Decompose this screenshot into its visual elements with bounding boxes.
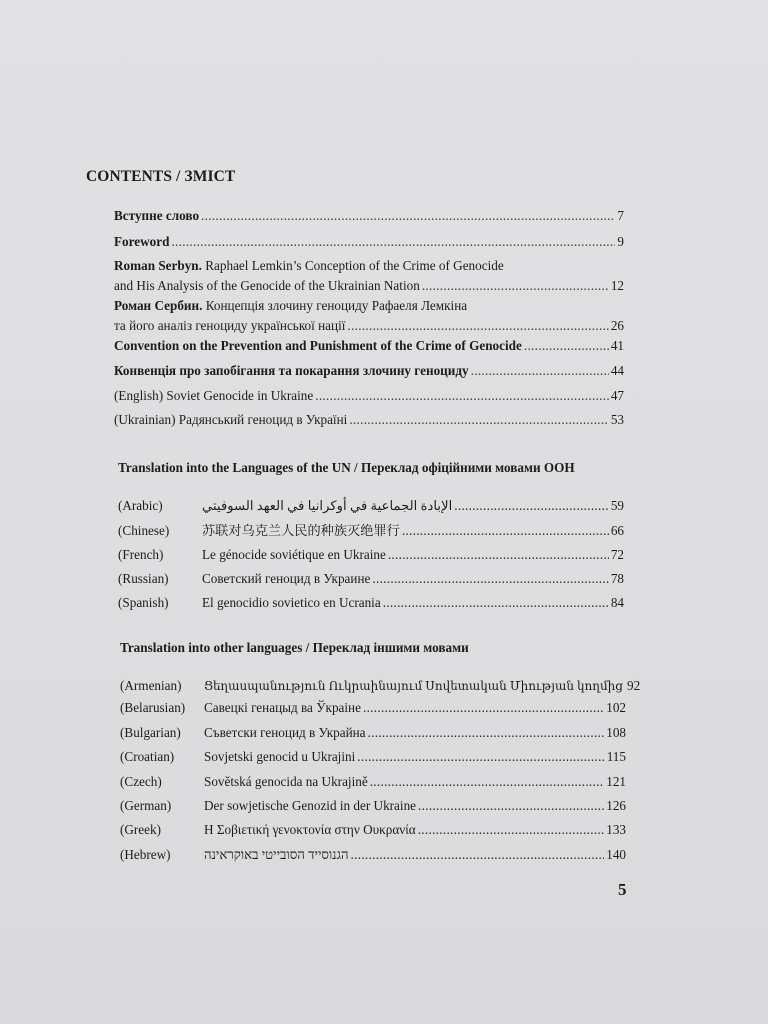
page-ref: 53	[610, 412, 624, 427]
entry-bold: Вступне слово	[114, 208, 200, 223]
leader-dots	[315, 386, 609, 406]
page-ref: 84	[610, 595, 624, 610]
entry-text: Концепція злочину геноциду Рафаеля Лемкіна	[202, 298, 468, 313]
translation-row	[120, 698, 626, 718]
translation-title: Ցեղասպանություն Ուկրաինայում Սովետական Միության կողմից	[204, 679, 624, 693]
language-label: (Belarusian)	[120, 700, 186, 715]
leader-dots	[363, 698, 604, 718]
translation-row	[120, 772, 626, 792]
leader-dots	[524, 336, 609, 356]
language-label: (Croatian)	[120, 749, 175, 764]
entry-text: and His Analysis of the Genocide of the Ukrainian Nation	[114, 278, 420, 293]
leader-dots	[368, 723, 605, 743]
leader-dots	[372, 569, 608, 589]
entry-bold: Foreword	[114, 234, 170, 249]
translation-title: Съветски геноцид в Украйна	[204, 725, 366, 740]
leader-dots	[351, 845, 605, 865]
language-label: (Greek)	[120, 822, 161, 837]
translation-row	[120, 723, 626, 743]
page-ref: 72	[610, 547, 624, 562]
contents-title: CONTENTS / ЗМІСТ	[86, 168, 236, 185]
translation-title: Sovjetski genocid u Ukrajini	[204, 749, 356, 764]
translation-title: 苏联对乌克兰人民的种族灭绝罪行	[202, 523, 400, 538]
translation-title: Советский геноцид в Украине	[202, 571, 371, 586]
language-label: (Chinese)	[118, 523, 170, 538]
page-ref: 126	[606, 798, 626, 813]
page-ref: 102	[606, 700, 626, 715]
translation-row	[118, 521, 624, 541]
translation-title: הגנוסייד הסובייטי באוקראינה	[204, 847, 349, 862]
toc-entry	[114, 296, 624, 336]
leader-dots	[418, 796, 604, 816]
toc-entry	[114, 361, 624, 381]
translation-row	[118, 593, 624, 613]
toc-entry	[114, 410, 624, 430]
entry-text: Raphael Lemkin’s Conception of the Crime of Genocide	[201, 258, 504, 273]
page-number: 5	[618, 880, 627, 899]
language-label: (Arabic)	[118, 498, 163, 513]
leader-dots	[347, 316, 608, 336]
page-ref: 26	[610, 318, 624, 333]
toc-entry	[114, 206, 624, 226]
page-ref: 78	[610, 571, 624, 586]
leader-dots	[418, 820, 605, 840]
entry-bold: Roman Serbyn.	[114, 258, 202, 273]
language-label: (French)	[118, 547, 164, 562]
leader-dots	[383, 593, 609, 613]
language-label: (Bulgarian)	[120, 725, 181, 740]
entry-text: та його аналіз геноциду української нації	[114, 318, 346, 333]
leader-dots	[422, 276, 609, 296]
leader-dots	[388, 545, 609, 565]
translation-title: Савецкі генацыд ва Ўкраіне	[204, 700, 361, 715]
translation-title: Le génocide soviétique en Ukraine	[202, 547, 386, 562]
page-ref: 7	[617, 208, 624, 223]
language-label: (Spanish)	[118, 595, 169, 610]
leader-dots	[357, 747, 604, 767]
translation-row	[120, 820, 626, 840]
leader-dots	[471, 361, 609, 381]
translation-title: Η Σοβιετική γενοκτονία στην Ουκρανία	[204, 822, 416, 837]
entry-bold: Роман Сербин.	[114, 298, 203, 313]
page-ref: 66	[610, 523, 624, 538]
page-ref: 140	[606, 847, 626, 862]
entry-bold: Convention on the Prevention and Punishment of the Crime of Genocide	[114, 338, 522, 353]
toc-entry	[114, 232, 624, 252]
leader-dots	[171, 232, 615, 252]
translation-row	[120, 676, 641, 696]
page-ref: 47	[610, 388, 624, 403]
page-ref: 41	[610, 338, 624, 353]
translation-title: El genocidio sovietico en Ucrania	[202, 595, 381, 610]
leader-dots	[454, 496, 609, 516]
translation-row	[118, 496, 624, 516]
language-label: (Hebrew)	[120, 847, 171, 862]
entry-text: (English) Soviet Genocide in Ukraine	[114, 388, 314, 403]
page-ref: 44	[610, 363, 624, 378]
leader-dots	[349, 410, 608, 430]
language-label: (Armenian)	[120, 678, 182, 693]
translation-title: Der sowjetische Genozid in der Ukraine	[204, 798, 417, 813]
un-languages-heading: Translation into the Languages of the UN / Переклад офіційними мовами ООН	[118, 460, 575, 475]
page-ref: 92	[627, 678, 641, 693]
toc-entry	[114, 336, 624, 356]
language-label: (Russian)	[118, 571, 169, 586]
leader-dots	[201, 206, 615, 226]
other-languages-heading: Translation into other languages / Переклад іншими мовами	[120, 640, 469, 655]
translation-row	[120, 796, 626, 816]
translation-title: Sovětská genocida na Ukrajině	[204, 774, 368, 789]
language-label: (Czech)	[120, 774, 162, 789]
language-label: (German)	[120, 798, 172, 813]
page-ref: 59	[610, 498, 624, 513]
page-ref: 121	[606, 774, 626, 789]
leader-dots	[370, 772, 605, 792]
translation-row	[120, 845, 626, 865]
translation-row	[118, 545, 624, 565]
page-ref: 108	[606, 725, 626, 740]
translation-row	[118, 569, 624, 589]
translation-title: الإبادة الجماعية في أوكرانيا في العهد السوفيتي	[202, 498, 453, 513]
entry-text: (Ukrainian) Радянський геноцид в Україні	[114, 412, 348, 427]
page-ref: 133	[606, 822, 626, 837]
toc-entry	[114, 386, 624, 406]
translation-row	[120, 747, 626, 767]
page-ref: 115	[606, 749, 626, 764]
page-ref: 9	[617, 234, 624, 249]
entry-bold: Конвенція про запобігання та покарання злочину геноциду	[114, 363, 469, 378]
toc-entry	[114, 256, 624, 296]
leader-dots	[402, 521, 609, 541]
page-ref: 12	[610, 278, 624, 293]
